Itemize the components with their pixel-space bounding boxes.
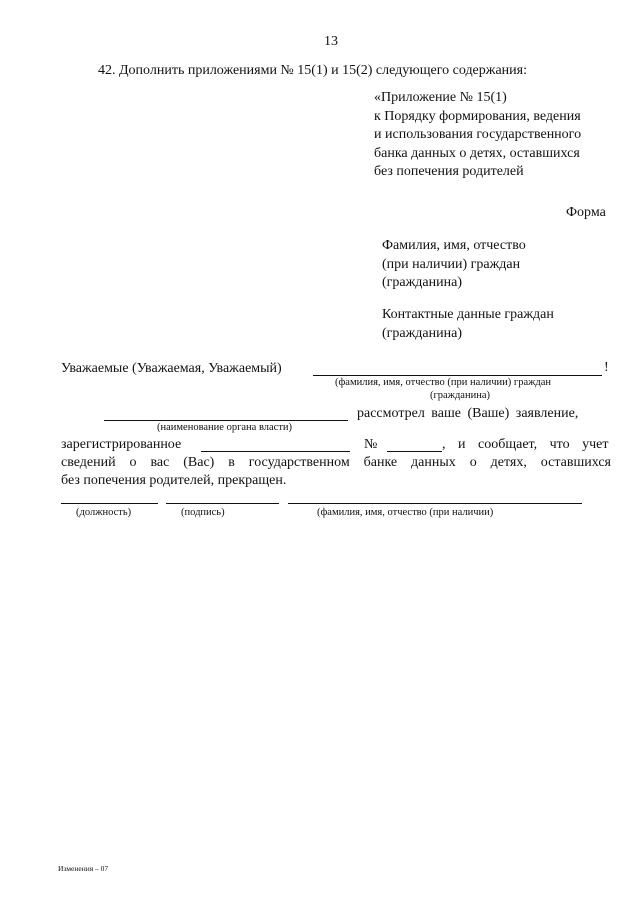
greeting-name-blank — [313, 375, 602, 376]
signature-caption: (подпись) — [181, 507, 225, 518]
body-line4: без попечения родителей, прекращен. — [61, 473, 287, 488]
body-line3: сведений о вас (Вас) в государственном банке данных о детях, оставшихся — [61, 455, 611, 470]
registration-number-blank — [387, 451, 442, 452]
recipient-line: Фамилия, имя, отчество — [382, 238, 526, 253]
position-blank — [61, 503, 158, 504]
body-line1-text: рассмотрел ваше (Ваше) заявление, — [357, 406, 579, 421]
appendix-line: банка данных о детях, оставшихся — [374, 145, 580, 161]
number-sign: № — [364, 437, 378, 452]
body-line2-right: , и сообщает, что учет — [442, 437, 609, 452]
full-name-blank — [288, 503, 582, 504]
greeting-exclamation: ! — [604, 360, 609, 375]
greeting-caption-2: (гражданина) — [430, 390, 490, 401]
appendix-line: и использования государственного — [374, 127, 582, 142]
page-number: 13 — [324, 34, 338, 49]
position-caption: (должность) — [76, 507, 132, 518]
appendix-line: к Порядку формирования, ведения — [374, 108, 581, 124]
full-name-caption: (фамилия, имя, отчество (при наличии) — [317, 507, 494, 518]
item-heading: 42. Дополнить приложениями № 15(1) и 15(2) следующего содержания: — [98, 63, 527, 78]
recipient-line: (при наличии) граждан — [382, 256, 521, 272]
appendix-header — [374, 89, 581, 182]
greeting-caption-1: (фамилия, имя, отчество (при наличии) граждан — [335, 377, 551, 388]
recipient-line: (гражданина) — [382, 275, 462, 290]
body-line2-left: зарегистрированное — [61, 437, 182, 452]
registration-date-blank — [201, 451, 350, 452]
appendix-line: без попечения родителей — [374, 164, 524, 179]
recipient-name-block — [382, 237, 526, 293]
authority-name-blank — [104, 420, 348, 421]
contact-line: Контактные данные граждан — [382, 307, 554, 322]
form-label: Форма — [566, 205, 606, 220]
contact-line: (гражданина) — [382, 325, 462, 341]
greeting-text: Уважаемые (Уважаемая, Уважаемый) — [61, 361, 282, 376]
authority-caption: (наименование органа власти) — [157, 422, 293, 433]
contact-data-block — [382, 306, 554, 343]
signature-blank — [166, 503, 279, 504]
appendix-line: «Приложение № 15(1) — [374, 90, 507, 105]
footer-revision: Изменения – 07 — [58, 864, 109, 873]
